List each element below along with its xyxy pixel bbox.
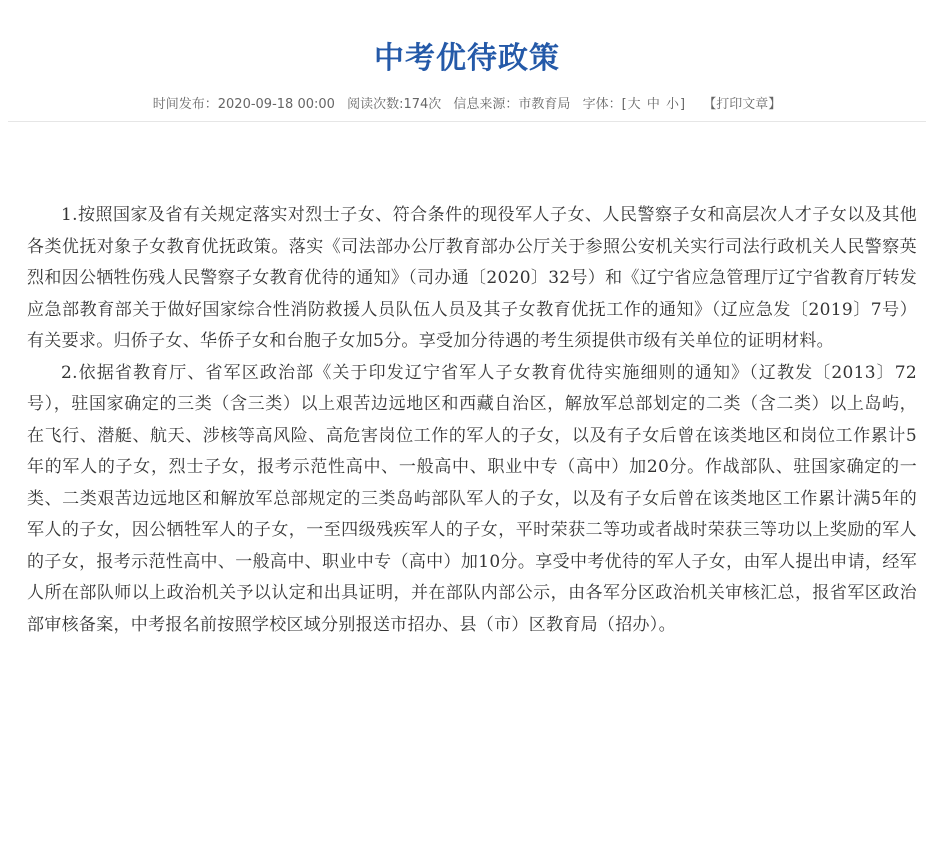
font-size-label: 字体： (582, 97, 622, 112)
info-source: 信息来源：市教育局 (453, 97, 571, 112)
font-size-medium-button[interactable]: 中 (646, 97, 660, 112)
font-size-small-button[interactable]: 小 (665, 97, 679, 112)
read-count: 阅读次数:174次 (347, 97, 442, 112)
article-meta (0, 93, 934, 112)
header-divider (8, 121, 926, 122)
print-article-button[interactable]: 【打印文章】 (703, 97, 782, 112)
font-size-large-button[interactable]: 大 (627, 97, 641, 112)
font-size-control (583, 97, 686, 112)
paragraph-1: 1.按照国家及省有关规定落实对烈士子女、符合条件的现役军人子女、人民警察子女和高层次人才子女以及其他各类优抚对象子女教育优抚政策。落实《司法部办公厅教育部办公厅关于参照公安机关实行司法行政机关人民警察英烈和因公牺牲伤残人民警察子女教育优待的通知》（司办通〔2020〕32号）和《辽宁省应急管理厅辽宁省教育厅转发应急部教育部关于做好国家综合性消防救援人员队伍人员及其子女教育优抚工作的通知》（辽应急发〔2019〕7号）有关要求。归侨子女、华侨子女和台胞子女加5分。享受加分待遇的考生须提供市级有关单位的证明材料。 (27, 205, 917, 351)
font-size-close-bracket: ] (679, 97, 686, 112)
paragraph-2: 2.依据省教育厅、省军区政治部《关于印发辽宁省军人子女教育优待实施细则的通知》（辽教发〔2013〕72号），驻国家确定的三类（含三类）以上艰苦边远地区和西藏自治区，解放军总部划定的二类（含二类）以上岛屿，在飞行、潜艇、航天、涉核等高风险、高危害岗位工作的军人的子女，以及有子女后曾在该类地区和岗位工作累计5年的军人的子女，烈士子女，报考示范性高中、一般高中、职业中专（高中）加20分。作战部队、驻国家确定的一类、二类艰苦边远地区和解放军总部规定的三类岛屿部队军人的子女，以及有子女后曾在该类地区工作累计满5年的军人的子女，因公牺牲军人的子女，一至四级残疾军人的子女，平时荣获二等功或者战时荣获三等功以上奖励的军人的子女，报考示范性高中、一般高中、职业中专（高中）加10分。享受中考优待的军人子女，由军人提出申请，经军人所在部队师以上政治机关予以认定和出具证明，并在部队内部公示，由各军分区政治机关审核汇总，报省军区政治部审核备案，中考报名前按照学校区域分别报送市招办、县（市）区教育局（招办）。 (27, 362, 917, 635)
article-content (27, 200, 917, 641)
article-title: 中考优待政策 (374, 41, 560, 76)
font-size-open-bracket: [ (621, 97, 627, 112)
publish-time: 时间发布：2020-09-18 00:00 (152, 97, 335, 112)
